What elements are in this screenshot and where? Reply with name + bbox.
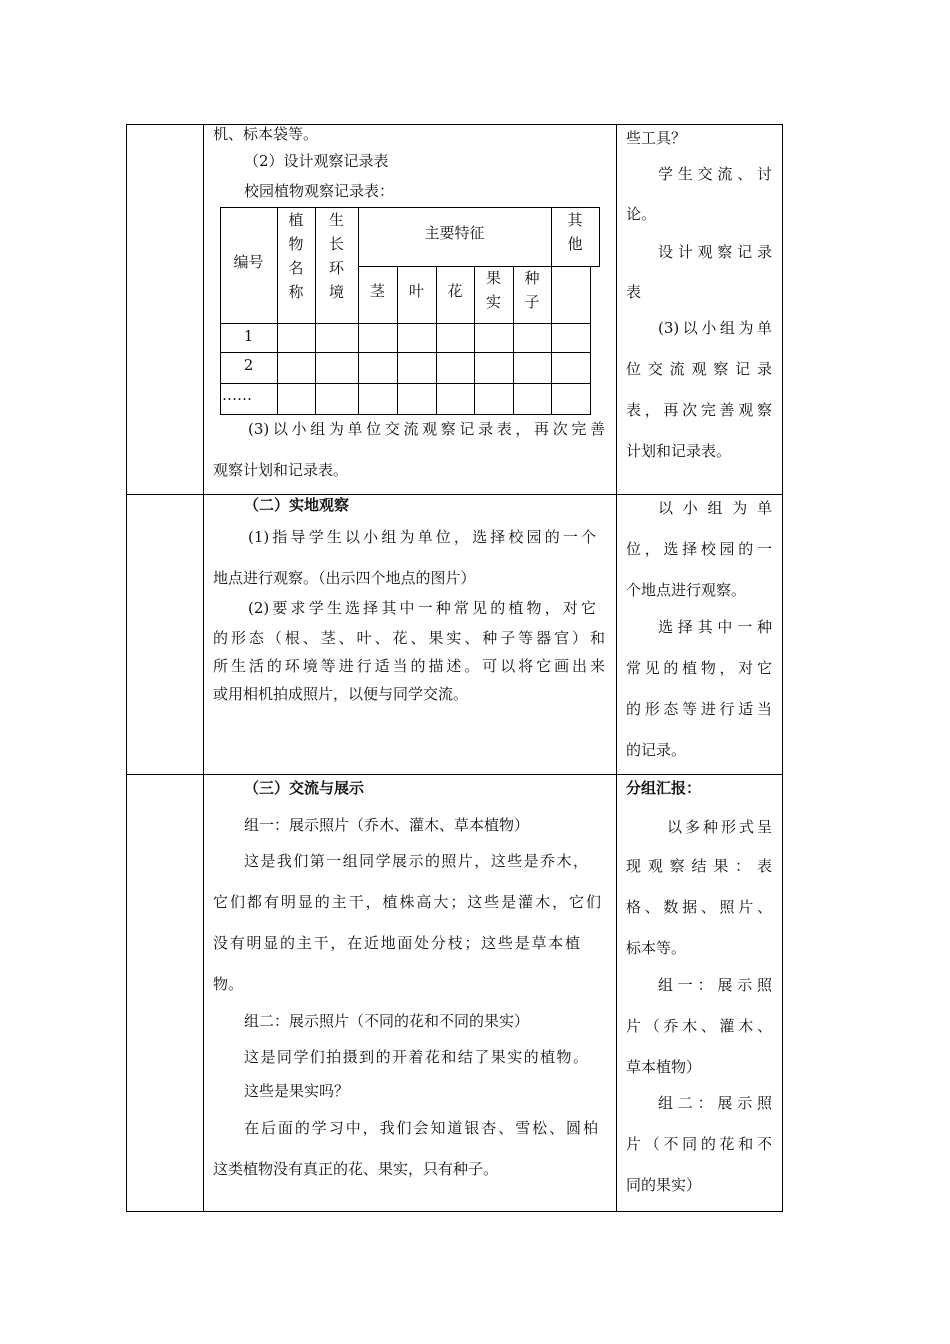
section3-right-line: 以多种形式呈 <box>667 818 772 836</box>
row-divider-2 <box>126 774 782 775</box>
section2-right-line: 选择其中一种 <box>658 618 772 636</box>
section1-right-line: 表，再次完善观察 <box>626 401 772 419</box>
section3-text-line: 在后面的学习中，我们会知道银杏、雪松、圆柏 <box>244 1119 598 1137</box>
section3-text-line: 组一：展示照片（乔木、灌木、草本植物） <box>244 816 530 834</box>
section3-right-line: 片（不同的花和不 <box>626 1135 772 1153</box>
section2-text-line: 地点进行观察。（出示四个地点的图片） <box>213 569 476 587</box>
table-header-number: 编号 <box>233 253 264 271</box>
table-header-environment: 生 长 环 境 <box>328 211 344 301</box>
section3-right-line: 现观察结果：表 <box>626 857 772 875</box>
section3-heading: （三）交流与展示 <box>244 779 365 797</box>
section2-right-line: 的记录。 <box>626 741 687 759</box>
section2-heading: （二）实地观察 <box>244 496 350 514</box>
section1-text-line: 机、标本袋等。 <box>213 125 319 143</box>
section2-text-line: 或用相机拍成照片，以便与同学交流。 <box>213 685 469 703</box>
section1-right-line: 计划和记录表。 <box>626 442 732 460</box>
section3-right-line: 片（乔木、灌木、 <box>626 1017 772 1035</box>
section1-right-line: 表 <box>626 283 642 301</box>
table-header-flower: 花 <box>447 282 463 300</box>
section2-right-line: 的形态等进行适当 <box>626 700 772 718</box>
section1-subheading: （2）设计观察记录表 <box>244 152 389 170</box>
section1-right-line: 些工具？ <box>626 129 687 147</box>
section3-text-line: 这是我们第一组同学展示的照片，这些是乔木， <box>244 852 588 870</box>
section2-text-line: (1)指导学生以小组为单位，选择校园的一个 <box>248 528 596 546</box>
section3-text-line: 物。 <box>213 975 244 993</box>
section3-text-line: 这是同学们拍摄到的开着花和结了果实的植物。 <box>244 1048 588 1066</box>
section2-right-line: 个地点进行观察。 <box>626 581 747 599</box>
section1-right-line: 学生交流、讨 <box>658 165 772 183</box>
table-row-number: 1 <box>243 327 254 345</box>
section1-text-line: (3)以小组为单位交流观察记录表，再次完善 <box>248 420 605 438</box>
section1-text-line: 观察计划和记录表。 <box>213 461 349 479</box>
section1-right-line: 设计观察记录 <box>658 243 772 261</box>
column-divider-2 <box>616 124 617 1211</box>
section3-right-line: 组一：展示照 <box>658 976 772 994</box>
section1-table-caption: 校园植物观察记录表： <box>244 182 395 200</box>
section3-right-heading: 分组汇报： <box>626 779 702 797</box>
section1-right-line: 论。 <box>626 205 657 223</box>
section1-right-line: 位交流观察记录 <box>626 360 772 378</box>
table-header-fruit: 果 实 <box>485 269 501 311</box>
section3-right-line: 标本等。 <box>626 939 687 957</box>
section2-text-line: (2)要求学生选择其中一种常见的植物，对它 <box>248 599 596 617</box>
section2-text-line: 所生活的环境等进行适当的描述。可以将它画出来 <box>213 657 605 675</box>
section3-text-line: 没有明显的主干，在近地面处分枝；这些是草本植 <box>213 934 580 952</box>
row-divider-1 <box>126 494 782 495</box>
table-header-main-features: 主要特征 <box>424 224 485 242</box>
section3-text-line: 它们都有明显的主干，植株高大；这些是灌木，它们 <box>213 893 601 911</box>
section2-right-line: 以小组为单 <box>658 499 772 517</box>
section3-text-line: 组二：展示照片（不同的花和不同的果实） <box>244 1012 530 1030</box>
table-row-number: …… <box>222 386 252 404</box>
section1-right-line: (3)以小组为单 <box>658 319 772 337</box>
column-divider-1 <box>203 124 204 1211</box>
section2-text-line: 的形态（根、茎、叶、花、果实、种子等器官）和 <box>213 629 605 647</box>
section2-right-line: 位，选择校园的一 <box>626 540 772 558</box>
section2-right-line: 常见的植物，对它 <box>626 659 772 677</box>
table-header-stem: 茎 <box>369 282 385 300</box>
section3-right-line: 组二：展示照 <box>658 1094 772 1112</box>
table-header-plant-name: 植 物 名 称 <box>288 211 304 301</box>
section3-text-line: 这些是果实吗？ <box>244 1082 350 1100</box>
section3-right-line: 同的果实） <box>626 1176 702 1194</box>
table-header-other: 其 他 <box>567 211 583 253</box>
table-header-seed: 种 子 <box>524 269 540 311</box>
section3-right-line: 草本植物） <box>626 1058 702 1076</box>
section3-text-line: 这类植物没有真正的花、果实，只有种子。 <box>213 1160 499 1178</box>
table-row-number: 2 <box>243 356 254 374</box>
table-header-leaf: 叶 <box>408 282 424 300</box>
section3-right-line: 格、数据、照片、 <box>626 898 772 916</box>
